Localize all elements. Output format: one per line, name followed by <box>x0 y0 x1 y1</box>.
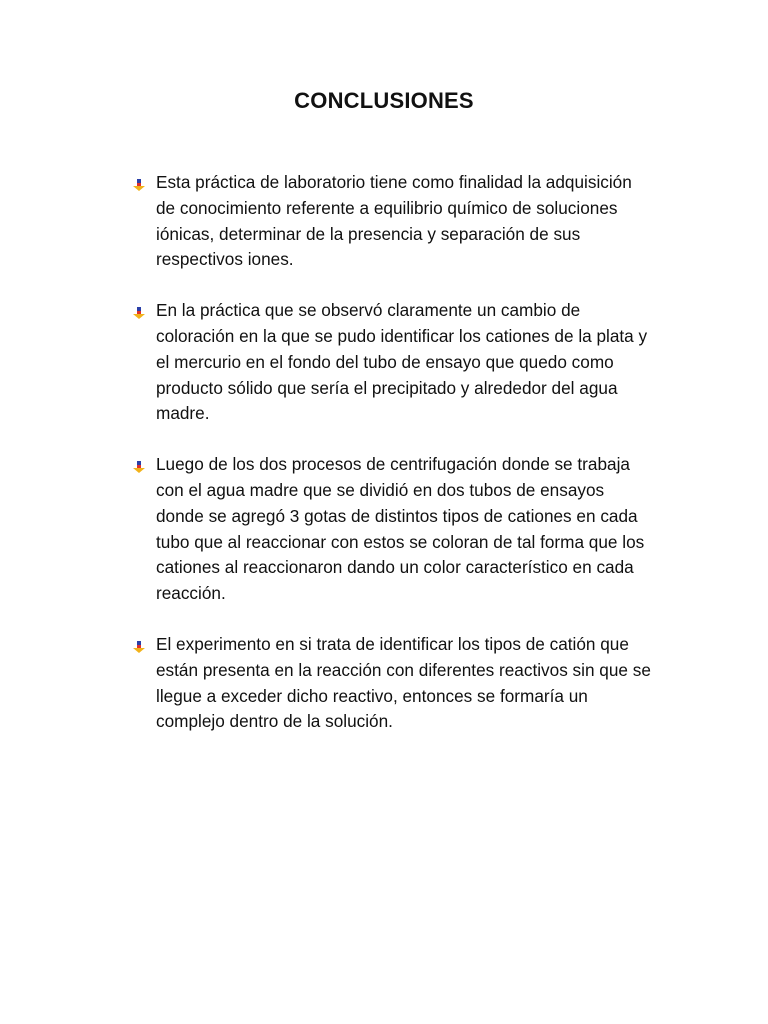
down-arrow-bullet-icon <box>132 460 146 474</box>
list-item <box>132 170 652 273</box>
down-arrow-bullet-icon <box>132 178 146 192</box>
conclusions-list <box>132 170 652 760</box>
list-item <box>132 298 652 427</box>
list-item-text: Esta práctica de laboratorio tiene como finalidad la adquisición de conocimiento referente a equilibrio químico de soluciones iónicas, determinar de la presencia y separación de sus respectivos iones. <box>156 172 632 270</box>
list-item-text: En la práctica que se observó claramente un cambio de coloración en la que se pudo identificar los cationes de la plata y el mercurio en el fondo del tubo de ensayo que quedo como producto sólido que sería el precipitado y alrededor del agua madre. <box>156 300 648 424</box>
list-item-text: Luego de los dos procesos de centrifugación donde se trabaja con el agua madre que se dividió en dos tubos de ensayos donde se agregó 3 gotas de distintos tipos de cationes en cada tubo que al reaccionar con estos se coloran de tal forma que los cationes al reaccionaron dando un color característico en cada reacción. <box>156 454 645 604</box>
list-item <box>132 632 652 735</box>
down-arrow-bullet-icon <box>132 306 146 320</box>
page-title: CONCLUSIONES <box>294 88 474 113</box>
list-item-text: El experimento en si trata de identificar los tipos de catión que están presenta en la reacción con diferentes reactivos sin que se llegue a exceder dicho reactivo, entonces se formaría un complejo dentro de la solución. <box>156 633 651 732</box>
list-item <box>132 452 652 607</box>
down-arrow-bullet-icon <box>132 640 146 654</box>
